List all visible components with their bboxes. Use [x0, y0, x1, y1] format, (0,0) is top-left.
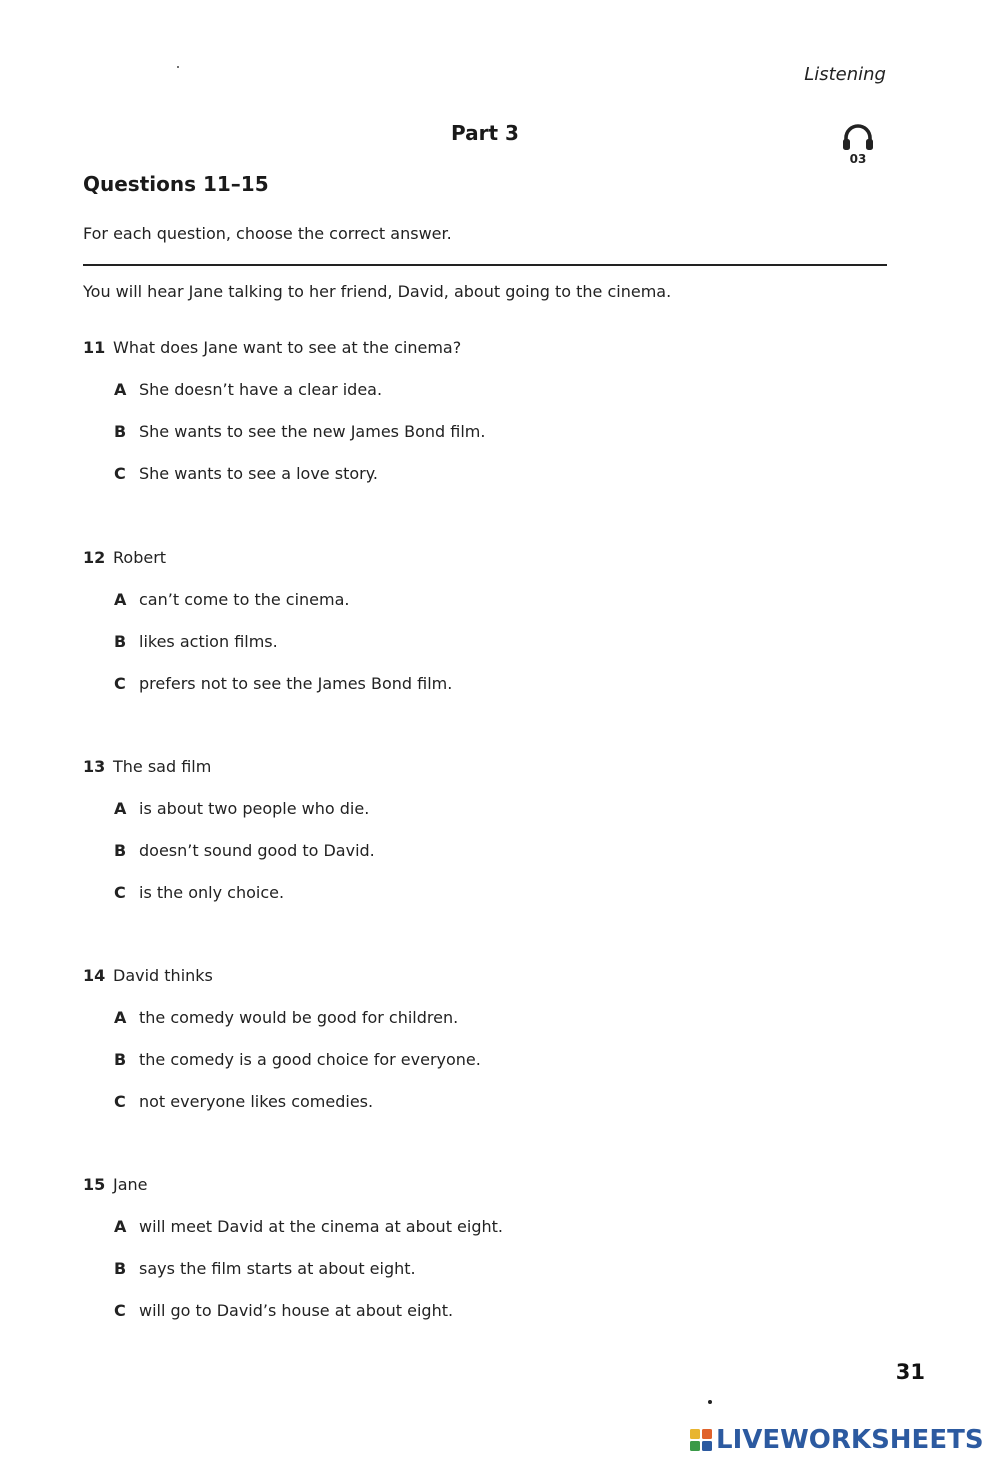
option-text: will go to David’s house at about eight.	[139, 1301, 454, 1320]
headphones-icon	[841, 122, 875, 152]
question-stem	[83, 966, 883, 986]
liveworksheets-watermark[interactable]	[690, 1425, 984, 1455]
option-letter: B	[114, 1259, 127, 1278]
option-b[interactable]	[114, 632, 883, 652]
question-number: 11	[83, 338, 106, 357]
option-a[interactable]	[114, 590, 883, 610]
option-text: She wants to see a love story.	[139, 464, 378, 483]
option-a[interactable]	[114, 380, 883, 400]
instruction-text: For each question, choose the correct answer.	[83, 224, 452, 243]
question-stem	[83, 757, 883, 777]
option-letter: B	[114, 422, 127, 441]
option-letter: C	[114, 883, 126, 902]
option-letter: B	[114, 632, 127, 651]
option-c[interactable]	[114, 674, 883, 694]
option-text: She doesn’t have a clear idea.	[139, 380, 383, 399]
option-text: is the only choice.	[139, 883, 285, 902]
question-11	[83, 338, 883, 484]
option-c[interactable]	[114, 1301, 883, 1321]
option-a[interactable]	[114, 1217, 883, 1237]
option-text: not everyone likes comedies.	[139, 1092, 374, 1111]
option-letter: C	[114, 464, 126, 483]
option-text: the comedy would be good for children.	[139, 1008, 459, 1027]
question-number: 14	[83, 966, 106, 985]
option-letter: A	[114, 1217, 127, 1236]
option-text: prefers not to see the James Bond film.	[139, 674, 453, 693]
question-13	[83, 757, 883, 903]
question-stem	[83, 548, 883, 568]
question-15	[83, 1175, 883, 1321]
question-number: 12	[83, 548, 106, 567]
option-a[interactable]	[114, 799, 883, 819]
option-c[interactable]	[114, 883, 883, 903]
option-b[interactable]	[114, 422, 883, 442]
option-letter: A	[114, 1008, 127, 1027]
section-label: Listening	[804, 64, 886, 85]
option-c[interactable]	[114, 464, 883, 484]
option-letter: A	[114, 799, 127, 818]
question-number: 13	[83, 757, 106, 776]
option-text: the comedy is a good choice for everyone.	[139, 1050, 481, 1069]
option-letter: C	[114, 1092, 126, 1111]
question-text: The sad film	[113, 757, 212, 776]
question-text: What does Jane want to see at the cinema?	[113, 338, 462, 357]
questions-title: Questions 11–15	[83, 172, 269, 196]
part-title: Part 3	[451, 121, 519, 145]
option-letter: C	[114, 674, 126, 693]
page-number: 31	[895, 1360, 925, 1384]
option-letter: A	[114, 380, 127, 399]
watermark-text: LIVEWORKSHEETS	[716, 1425, 984, 1455]
option-b[interactable]	[114, 1050, 883, 1070]
option-letter: B	[114, 841, 127, 860]
option-a[interactable]	[114, 1008, 883, 1028]
question-number: 15	[83, 1175, 106, 1194]
option-text: doesn’t sound good to David.	[139, 841, 375, 860]
option-text: She wants to see the new James Bond film.	[139, 422, 486, 441]
option-text: is about two people who die.	[139, 799, 370, 818]
divider	[83, 264, 887, 266]
track-number: 03	[849, 152, 867, 166]
speck-mark	[177, 66, 179, 68]
option-text: likes action films.	[139, 632, 278, 651]
option-text: will meet David at the cinema at about eight.	[139, 1217, 503, 1236]
option-text: says the film starts at about eight.	[139, 1259, 416, 1278]
option-c[interactable]	[114, 1092, 883, 1112]
question-stem	[83, 338, 883, 358]
speck-mark	[708, 1400, 712, 1404]
option-b[interactable]	[114, 841, 883, 861]
question-text: David thinks	[113, 966, 213, 985]
question-text: Jane	[113, 1175, 148, 1194]
question-stem	[83, 1175, 883, 1195]
option-letter: B	[114, 1050, 127, 1069]
option-letter: C	[114, 1301, 126, 1320]
question-14	[83, 966, 883, 1112]
option-b[interactable]	[114, 1259, 883, 1279]
context-text: You will hear Jane talking to her friend, David, about going to the cinema.	[83, 282, 672, 301]
audio-track-marker[interactable]	[838, 122, 878, 165]
option-text: can’t come to the cinema.	[139, 590, 350, 609]
question-12	[83, 548, 883, 694]
question-text: Robert	[113, 548, 167, 567]
option-letter: A	[114, 590, 127, 609]
liveworksheets-logo-icon	[690, 1429, 712, 1451]
